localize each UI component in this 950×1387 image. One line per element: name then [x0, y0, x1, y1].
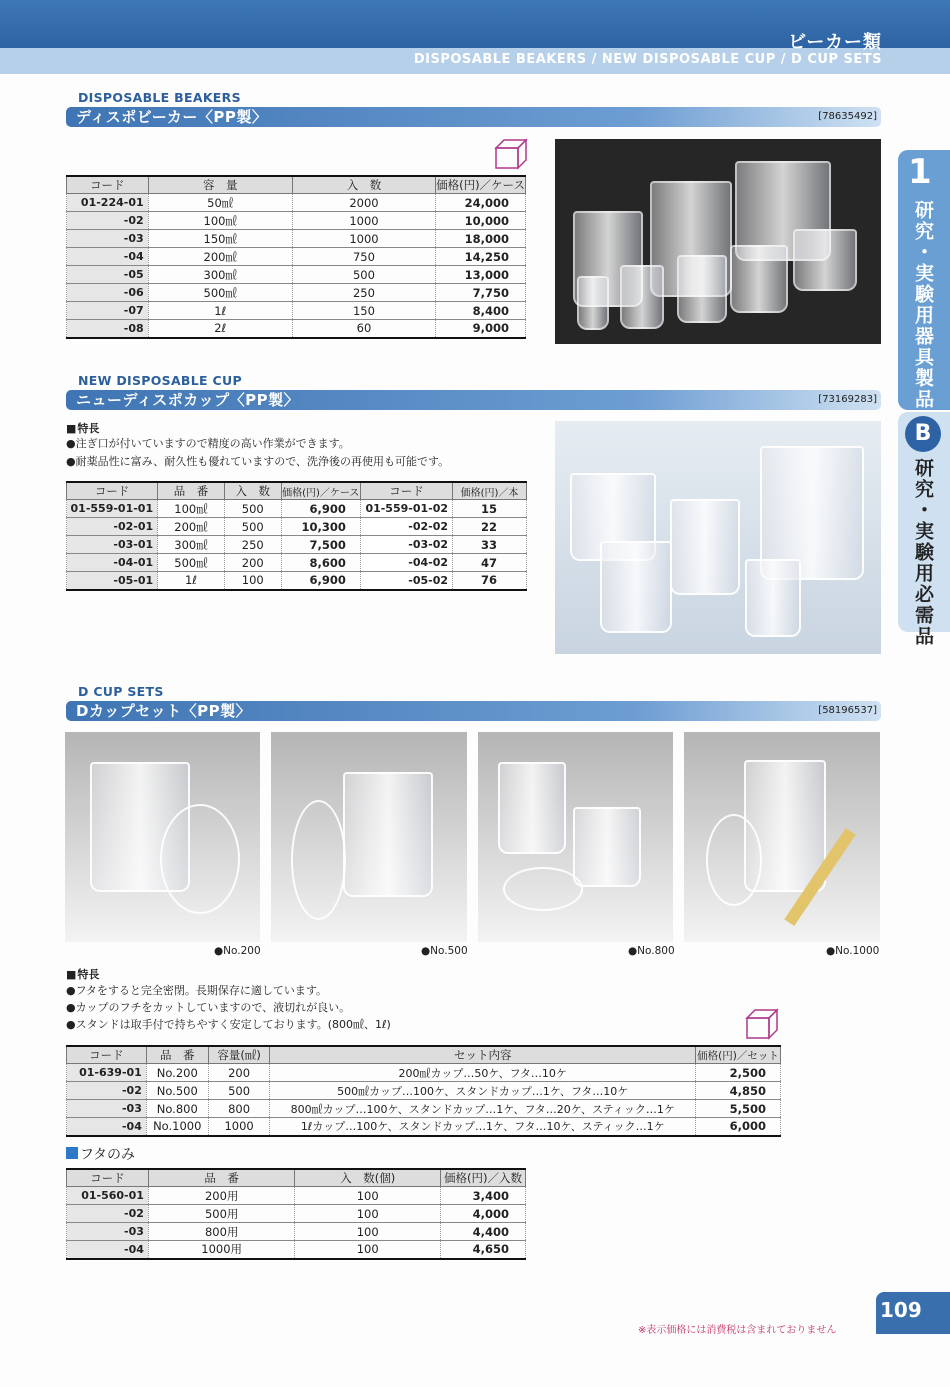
- item-no-cell: 200用: [148, 1187, 295, 1205]
- section1-title-bar: [66, 107, 881, 127]
- photo-caption: ●No.200: [214, 945, 261, 957]
- unit-price-cell: 76: [453, 572, 527, 590]
- capacity-cell: 200㎖: [148, 248, 292, 266]
- col-header: 品 番: [148, 1169, 295, 1187]
- code-cell: -04-01: [67, 554, 158, 572]
- col-header: 価格(円)／本: [453, 482, 527, 500]
- item-no-cell: 500用: [148, 1205, 295, 1223]
- price-cell: 7,500: [281, 536, 360, 554]
- table-row: [67, 518, 527, 536]
- item-no-cell: 100㎖: [158, 500, 225, 518]
- dcup-photo-800: [478, 732, 673, 942]
- capacity-cell: 500: [208, 1082, 270, 1100]
- code-cell: -05: [67, 266, 149, 284]
- table-row: [67, 1223, 526, 1241]
- table-row: [67, 194, 526, 212]
- code-cell: -06: [67, 284, 149, 302]
- features-label: ■ 特長: [66, 420, 99, 436]
- code-cell: -02-02: [360, 518, 452, 536]
- item-no-cell: No.500: [146, 1082, 208, 1100]
- quantity-cell: 100: [224, 572, 281, 590]
- item-no-cell: 300㎖: [158, 536, 225, 554]
- table-row: [67, 1064, 781, 1082]
- price-cell: 3,400: [441, 1187, 526, 1205]
- cups-photo: [555, 421, 881, 654]
- col-header: 品 番: [146, 1046, 208, 1064]
- table-row: [67, 1118, 781, 1136]
- item-no-cell: 500㎖: [158, 554, 225, 572]
- table-row: [67, 302, 526, 320]
- col-header: コード: [67, 482, 158, 500]
- table-row: [67, 320, 526, 338]
- col-header: 入 数: [224, 482, 281, 500]
- beakers-photo: [555, 139, 881, 344]
- table-row: [67, 248, 526, 266]
- section3-english-title: D CUP SETS: [78, 684, 164, 699]
- photo-caption: ●No.500: [421, 945, 468, 957]
- item-no-cell: 1000用: [148, 1241, 295, 1259]
- price-cell: 2,500: [695, 1064, 780, 1082]
- price-cell: 10,300: [281, 518, 360, 536]
- dcup-photo-1000: [684, 732, 880, 942]
- price-cell: 4,400: [441, 1223, 526, 1241]
- col-header: 価格(円)／ケース: [436, 178, 525, 192]
- price-cell: 6,000: [695, 1118, 780, 1136]
- price-cell: 10,000: [436, 212, 526, 230]
- capacity-cell: 500㎖: [148, 284, 292, 302]
- capacity-cell: 100㎖: [148, 212, 292, 230]
- code-cell: -03: [67, 1100, 147, 1118]
- col-header: コード: [67, 1169, 149, 1187]
- chapter-label: 研究・実験用器具製品: [912, 200, 934, 410]
- code-cell: -02: [67, 1205, 149, 1223]
- capacity-cell: 800: [208, 1100, 270, 1118]
- set-content-cell: 500㎖カップ…100ケ、スタンドカップ…1ケ、フタ…10ケ: [270, 1082, 696, 1100]
- table-row: [67, 1205, 526, 1223]
- quantity-cell: 1000: [292, 212, 435, 230]
- quantity-cell: 100: [295, 1205, 441, 1223]
- table-row: [67, 536, 527, 554]
- section2-title-bar: [66, 390, 881, 410]
- dcup-set-table: [66, 1045, 781, 1137]
- lid-only-title: フタのみ: [80, 1147, 136, 1163]
- section3-code: [58196537]: [818, 705, 877, 716]
- feature-line: ●フタをすると完全密閉。長期保存に適しています。: [66, 984, 327, 997]
- chapter-number: 1: [908, 152, 932, 192]
- quantity-cell: 1000: [292, 230, 435, 248]
- table-row: [67, 1100, 781, 1118]
- feature-line: ●カップのフチをカットしていますので、液切れが良い。: [66, 1001, 351, 1014]
- quantity-cell: 750: [292, 248, 435, 266]
- capacity-cell: 150㎖: [148, 230, 292, 248]
- photo-caption: ●No.800: [628, 945, 675, 957]
- code-cell: -08: [67, 320, 149, 338]
- price-cell: 7,750: [436, 284, 526, 302]
- section1-code: [78635492]: [818, 111, 877, 122]
- code-cell: 01-639-01: [67, 1064, 147, 1082]
- beaker-price-table: [66, 175, 526, 339]
- unit-price-cell: 22: [453, 518, 527, 536]
- col-header: 容 量: [148, 176, 292, 194]
- page-title: ビーカー類: [788, 32, 882, 53]
- table-row: [67, 1187, 526, 1205]
- code-cell: -02: [67, 212, 149, 230]
- quantity-cell: 500: [224, 500, 281, 518]
- col-header: 容量(㎖): [208, 1046, 270, 1064]
- section2-title: ニューディスポカップ〈PP製〉: [76, 391, 300, 409]
- table-row: [67, 554, 527, 572]
- capacity-cell: 1ℓ: [148, 302, 292, 320]
- square-bullet-icon: [66, 1147, 78, 1159]
- item-no-cell: No.200: [146, 1064, 208, 1082]
- table-row: [67, 212, 526, 230]
- section1-english-title: DISPOSABLE BEAKERS: [78, 90, 241, 105]
- price-cell: 18,000: [436, 230, 526, 248]
- code-cell: -02-01: [67, 518, 158, 536]
- item-no-cell: No.1000: [146, 1118, 208, 1136]
- col-header: コード: [67, 176, 149, 194]
- set-content-cell: 200㎖カップ…50ケ、フタ…10ケ: [270, 1064, 696, 1082]
- price-cell: 4,850: [695, 1082, 780, 1100]
- price-cell: 13,000: [436, 266, 526, 284]
- feature-line: ●注ぎ口が付いていますので精度の高い作業ができます。: [66, 437, 350, 450]
- quantity-cell: 100: [295, 1223, 441, 1241]
- table-row: [67, 230, 526, 248]
- photo-caption: ●No.1000: [826, 945, 880, 957]
- quantity-cell: 100: [295, 1187, 441, 1205]
- col-header: 品 番: [158, 482, 225, 500]
- item-no-cell: 200㎖: [158, 518, 225, 536]
- set-content-cell: 1ℓカップ…100ケ、スタンドカップ…1ケ、フタ…10ケ、スティック…1ケ: [270, 1118, 696, 1136]
- code-cell: -03: [67, 230, 149, 248]
- price-cell: 24,000: [436, 194, 526, 212]
- price-cell: 5,500: [695, 1100, 780, 1118]
- page-subtitle: DISPOSABLE BEAKERS / NEW DISPOSABLE CUP / D CUP SETS: [413, 52, 882, 67]
- item-no-cell: 1ℓ: [158, 572, 225, 590]
- section2-english-title: NEW DISPOSABLE CUP: [78, 373, 242, 388]
- price-cell: 4,000: [441, 1205, 526, 1223]
- code-cell: -05-01: [67, 572, 158, 590]
- code-cell: -04-02: [360, 554, 452, 572]
- code-cell: 01-224-01: [67, 194, 149, 212]
- feature-line: ●スタンドは取手付で持ちやすく安定しております。(800㎖、1ℓ): [66, 1018, 391, 1031]
- price-cell: 4,650: [441, 1241, 526, 1259]
- code-cell: -03-02: [360, 536, 452, 554]
- quantity-cell: 100: [295, 1241, 441, 1259]
- table-row: [67, 1082, 781, 1100]
- quantity-cell: 60: [292, 320, 435, 338]
- unit-price-cell: 33: [453, 536, 527, 554]
- capacity-cell: 200: [208, 1064, 270, 1082]
- table-row: [67, 500, 527, 518]
- unit-price-cell: 15: [453, 500, 527, 518]
- dcup-photo-500: [271, 732, 467, 942]
- unit-price-cell: 47: [453, 554, 527, 572]
- code-cell: -03: [67, 1223, 149, 1241]
- box-icon: [494, 138, 528, 170]
- dcup-photo-200: [65, 732, 260, 942]
- item-no-cell: No.800: [146, 1100, 208, 1118]
- table-row: [67, 1241, 526, 1259]
- item-no-cell: 800用: [148, 1223, 295, 1241]
- quantity-cell: 500: [224, 518, 281, 536]
- feature-line: ●耐薬品性に富み、耐久性も優れていますので、洗浄後の再使用も可能です。: [66, 455, 450, 468]
- section2-code: [73169283]: [818, 394, 877, 405]
- code-cell: 01-559-01-01: [67, 500, 158, 518]
- code-cell: 01-560-01: [67, 1187, 149, 1205]
- table-row: [67, 266, 526, 284]
- quantity-cell: 200: [224, 554, 281, 572]
- quantity-cell: 500: [292, 266, 435, 284]
- col-header: 入 数: [292, 176, 435, 194]
- price-cell: 8,600: [281, 554, 360, 572]
- section1-title: ディスポビーカー〈PP製〉: [76, 108, 268, 126]
- col-header: セット内容: [270, 1046, 696, 1064]
- capacity-cell: 50㎖: [148, 194, 292, 212]
- table-row: [67, 572, 527, 590]
- code-cell: -07: [67, 302, 149, 320]
- section3-title-bar: [66, 701, 881, 721]
- code-cell: -04: [67, 1241, 149, 1259]
- code-cell: -04: [67, 248, 149, 266]
- quantity-cell: 150: [292, 302, 435, 320]
- price-cell: 14,250: [436, 248, 526, 266]
- capacity-cell: 300㎖: [148, 266, 292, 284]
- col-header: 入 数(個): [295, 1169, 441, 1187]
- table-row: [67, 284, 526, 302]
- code-cell: -03-01: [67, 536, 158, 554]
- price-cell: 8,400: [436, 302, 526, 320]
- col-header: コード: [360, 482, 452, 500]
- box-icon: [745, 1008, 779, 1040]
- code-cell: -02: [67, 1082, 147, 1100]
- capacity-cell: 2ℓ: [148, 320, 292, 338]
- col-header: 価格(円)／ケース: [281, 482, 360, 500]
- code-cell: 01-559-01-02: [360, 500, 452, 518]
- page-number: 109: [880, 1298, 922, 1322]
- code-cell: -04: [67, 1118, 147, 1136]
- code-cell: -05-02: [360, 572, 452, 590]
- price-cell: 9,000: [436, 320, 526, 338]
- price-cell: 6,900: [281, 572, 360, 590]
- tax-note: ※表示価格には消費税は含まれておりません: [638, 1325, 837, 1336]
- col-header: コード: [67, 1046, 147, 1064]
- lid-price-table: [66, 1168, 526, 1260]
- col-header: 価格(円)／入数: [441, 1169, 526, 1187]
- quantity-cell: 250: [224, 536, 281, 554]
- capacity-cell: 1000: [208, 1118, 270, 1136]
- col-header: 価格(円)／セット: [695, 1046, 780, 1064]
- section-letter-badge: B: [905, 416, 941, 452]
- cup-price-table: [66, 481, 527, 591]
- price-cell: 6,900: [281, 500, 360, 518]
- quantity-cell: 250: [292, 284, 435, 302]
- section-label: 研究・実験用必需品: [912, 458, 934, 647]
- features-label: ■ 特長: [66, 966, 99, 982]
- quantity-cell: 2000: [292, 194, 435, 212]
- set-content-cell: 800㎖カップ…100ケ、スタンドカップ…1ケ、フタ…20ケ、スティック…1ケ: [270, 1100, 696, 1118]
- section3-title: Dカップセット〈PP製〉: [76, 702, 252, 720]
